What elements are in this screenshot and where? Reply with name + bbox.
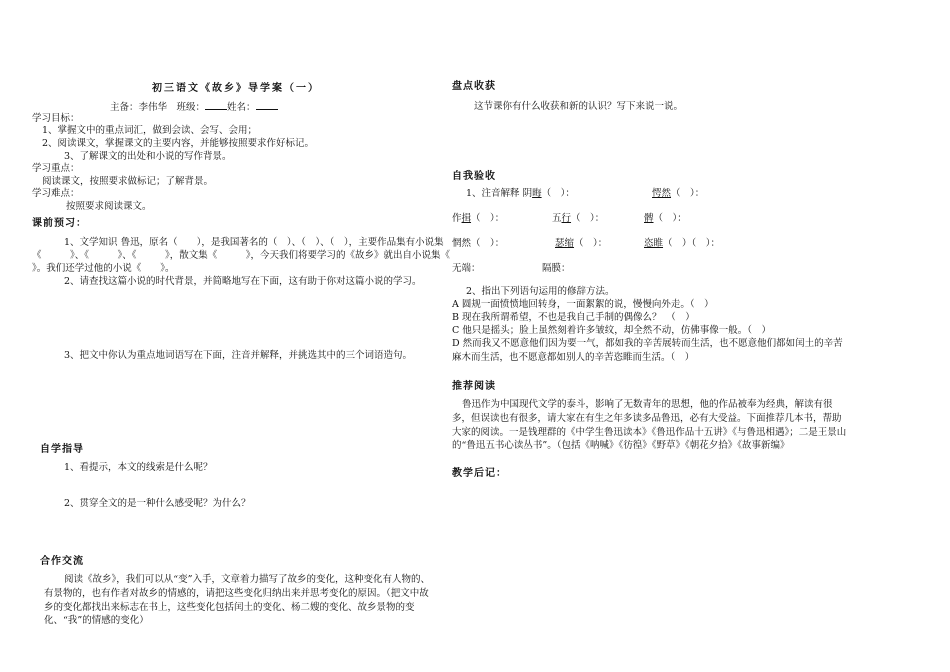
goals-title: 学习目标： xyxy=(32,113,80,124)
postscript-heading: 教学后记： xyxy=(452,468,507,479)
word-zisui xyxy=(644,237,720,251)
word-sesuo xyxy=(555,237,607,251)
word-zisui-underlined: 恣睢 xyxy=(644,238,664,249)
word-bi-underlined: 髀 xyxy=(644,213,654,224)
word-zuoyi-blank: （ ）： xyxy=(471,213,505,224)
check-q1-intro xyxy=(466,187,575,201)
word-wangran: 惘然（ ）： xyxy=(452,238,505,249)
preview-q2: 2、请查找这篇小说的时代背景，并简略地写在下面，这有助于你对这篇小说的学习。 xyxy=(64,276,422,287)
word-bi xyxy=(644,212,687,226)
word-zisui-blank: （ ）（ ）： xyxy=(663,238,721,249)
word-gemo: 隔膜： xyxy=(542,263,571,274)
word-wuhang xyxy=(552,212,604,226)
check-q2: 2、指出下列语句运用的修辞方法。 xyxy=(466,286,615,297)
rhetoric-b: B 现在我所谓希望，不也是我自己手制的偶像么？ （ ） xyxy=(452,312,695,323)
recommend-text: 鲁迅作为中国现代文学的泰斗，影响了无数青年的思想，他的作品被奉为经典，解读有很多，但误读也有很多，请大家在有生之年多读多品鲁迅，必有大受益。下面推荐几本书，帮助大家的阅读。一是钱理群的《中学生鲁迅读本》《鲁迅作品十五讲》《与鲁迅相遇》；二是王景山的“鲁迅五书心读丛书”。（包括《呐喊》《彷徨》《野草》《朝花夕拾》《故事新编》 xyxy=(452,399,847,452)
cooperate-text: 阅读《故乡》，我们可以从“变”入手，文章着力描写了故乡的变化，这种变化有人物的、有景物的，也有作者对故乡的情感的，请把这些变化归纳出来并思考变化的原因。（把文中故乡的变化都找出来标志在书上，这些变化包括闰土的变化、杨二嫂的变化、故乡景物的变化、“我”的情感的变化） xyxy=(44,574,430,627)
class-blank[interactable] xyxy=(205,100,227,110)
author-class-label: 主备：李伟华 班级： xyxy=(110,102,206,113)
word-eran-text: 愕然 xyxy=(652,188,672,199)
name-label: 姓名： xyxy=(227,102,256,113)
difficulty-text: 按照要求阅读课文。 xyxy=(66,201,152,212)
difficulty-title: 学习难点： xyxy=(32,188,80,199)
self-study-q2: 2、贯穿全文的是一种什么感受呢？为什么？ xyxy=(64,498,251,509)
rhetoric-d: D 然而我又不愿意他们因为要一气，都如我的辛苦展转而生活，也不愿意他们都如闰土的辛苦麻木而生活，也不愿意都如别人的辛苦恣睢而生活。（ ） xyxy=(452,338,843,363)
word-eran-blank: （ ）： xyxy=(671,188,705,199)
self-study-q1: 1、看提示，本文的线索是什么呢？ xyxy=(64,462,213,473)
recommend-heading: 推荐阅读 xyxy=(452,381,496,392)
word-hui-blank: （ ）： xyxy=(541,188,575,199)
rhetoric-a: A 圆规一面愤愤地回转身，一面絮絮的说，慢慢向外走。（ ） xyxy=(452,299,714,310)
goal-2: 2、阅读课文，掌握课文的主要内容，并能够按照要求作好标记。 xyxy=(42,138,315,149)
rhetoric-c: C 他只是摇头；脸上虽然刻着许多皱纹，却全然不动，仿佛事像一般。（ ） xyxy=(452,325,772,336)
goal-1: 1、掌握文中的重点词汇，做到会读、会写、会用； xyxy=(42,125,258,136)
preview-heading: 课前预习： xyxy=(32,218,87,229)
key-text: 阅读课文，按照要求做标记；了解背景。 xyxy=(42,176,214,187)
name-blank[interactable] xyxy=(256,100,278,110)
word-wuduan: 无端： xyxy=(452,263,481,274)
word-hui: 晦 xyxy=(532,188,542,199)
check-q1-label: 1、注音解释 阴 xyxy=(466,188,533,199)
preview-q1-line2: 《 》、《 》、《 》，散文集《 》，今天我们将要学习的《故乡》就出自小说集《 xyxy=(32,250,451,261)
author-line xyxy=(110,100,278,115)
word-zuoyi-underlined: 揖 xyxy=(461,213,472,224)
word-wuhang-underlined: 行 xyxy=(561,213,572,224)
preview-q3: 3、把文中你认为重点地词语写在下面，注音并解释，并挑选其中的三个词语造句。 xyxy=(64,350,413,361)
summary-heading: 盘点收获 xyxy=(452,81,496,92)
word-wuhang-blank: （ ）： xyxy=(571,213,605,224)
preview-q1-line3: 》。我们还学过他的小说《 》。 xyxy=(32,263,175,274)
preview-q1-line1: 1、文学知识 鲁迅，原名（ ），是我国著名的（ ）、（ ）、（ ），主要作品集有小说集 xyxy=(64,237,444,248)
word-zuoyi xyxy=(452,212,504,226)
cooperate-heading: 合作交流 xyxy=(40,556,84,567)
word-eran xyxy=(652,187,704,201)
goal-3: 3、了解课文的出处和小说的写作背景。 xyxy=(64,151,232,162)
word-bi-blank: （ ）： xyxy=(653,213,687,224)
check-heading: 自我验收 xyxy=(452,171,496,182)
doc-title: 初三语文《故乡》导学案（一） xyxy=(152,83,320,94)
word-zuoyi-prefix: 作 xyxy=(452,213,462,224)
key-title: 学习重点： xyxy=(32,163,80,174)
word-sesuo-underlined: 瑟缩 xyxy=(555,238,575,249)
word-wuhang-prefix: 五 xyxy=(552,213,562,224)
self-study-heading: 自学指导 xyxy=(40,444,84,455)
summary-text: 这节课你有什么收获和新的认识？写下来说一说。 xyxy=(474,101,684,112)
word-sesuo-blank: （ ）： xyxy=(574,238,608,249)
